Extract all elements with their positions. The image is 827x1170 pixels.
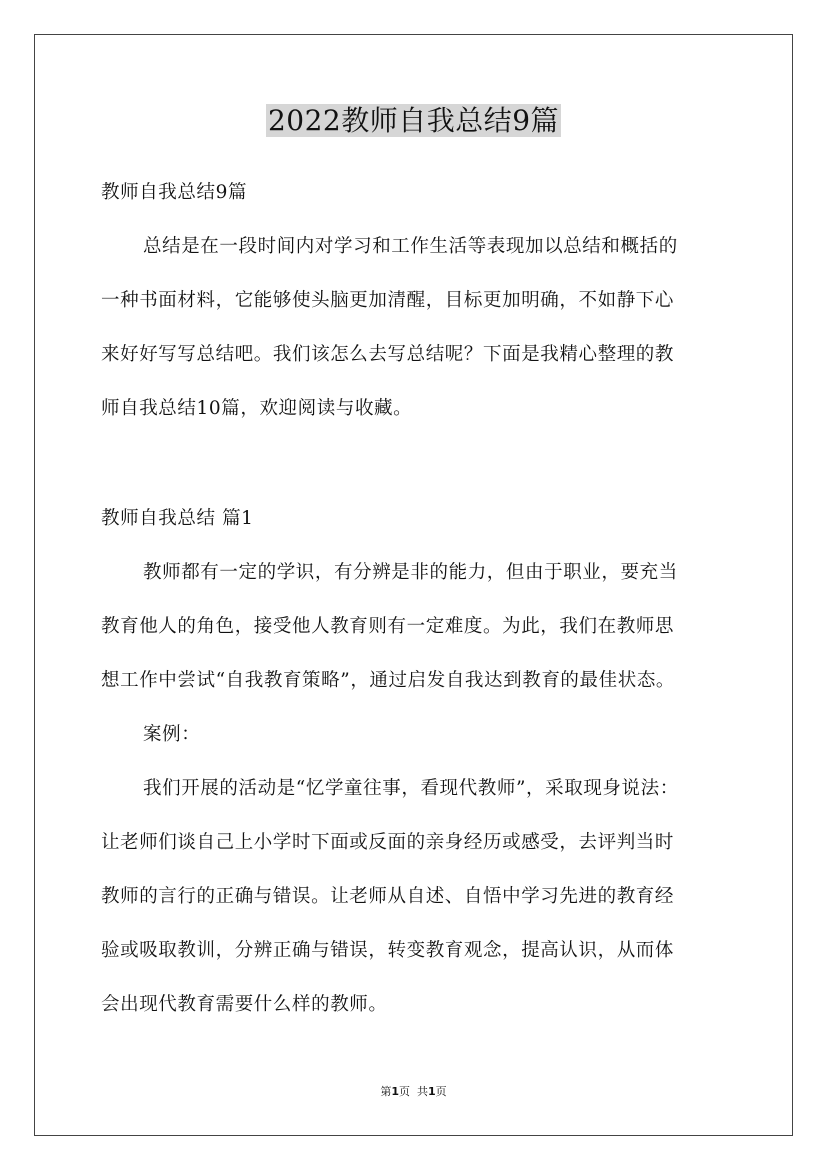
document-title: 2022教师自我总结9篇	[267, 104, 560, 137]
case-label: 案例：	[143, 724, 201, 745]
page-footer	[0, 1083, 827, 1099]
footer-mid: 页 共	[399, 1085, 428, 1098]
para2-line-1: 我们开展的活动是“忆学童往事，看现代教师”，采取现身说法：	[143, 778, 679, 799]
intro-line-1: 总结是在一段时间内对学习和工作生活等表现加以总结和概括的	[143, 236, 678, 257]
para2-line-5: 会出现代教育需要什么样的教师。	[101, 994, 388, 1015]
footer-current-page: 1	[391, 1085, 399, 1098]
footer-suffix: 页	[435, 1085, 447, 1098]
para1-line-1: 教师都有一定的学识，有分辨是非的能力，但由于职业，要充当	[143, 562, 678, 583]
document-title-block	[0, 100, 827, 142]
footer-total-pages: 1	[428, 1085, 436, 1098]
intro-line-3: 来好好写写总结吧。我们该怎么去写总结呢？下面是我精心整理的教	[101, 344, 675, 365]
subtitle: 教师自我总结9篇	[101, 182, 248, 203]
intro-line-4: 师自我总结10篇，欢迎阅读与收藏。	[101, 398, 413, 419]
intro-line-2: 一种书面材料，它能够使头脑更加清醒，目标更加明确，不如静下心	[101, 290, 675, 311]
section-heading: 教师自我总结 篇1	[101, 508, 254, 529]
para1-line-2: 教育他人的角色，接受他人教育则有一定难度。为此，我们在教师思	[101, 616, 675, 637]
para1-line-3: 想工作中尝试“自我教育策略”，通过启发自我达到教育的最佳状态。	[101, 670, 676, 691]
para2-line-2: 让老师们谈自己上小学时下面或反面的亲身经历或感受，去评判当时	[101, 832, 675, 853]
para2-line-4: 验或吸取教训，分辨正确与错误，转变教育观念，提高认识，从而体	[101, 940, 675, 961]
footer-prefix: 第	[380, 1085, 392, 1098]
para2-line-3: 教师的言行的正确与错误。让老师从自述、自悟中学习先进的教育经	[101, 886, 675, 907]
